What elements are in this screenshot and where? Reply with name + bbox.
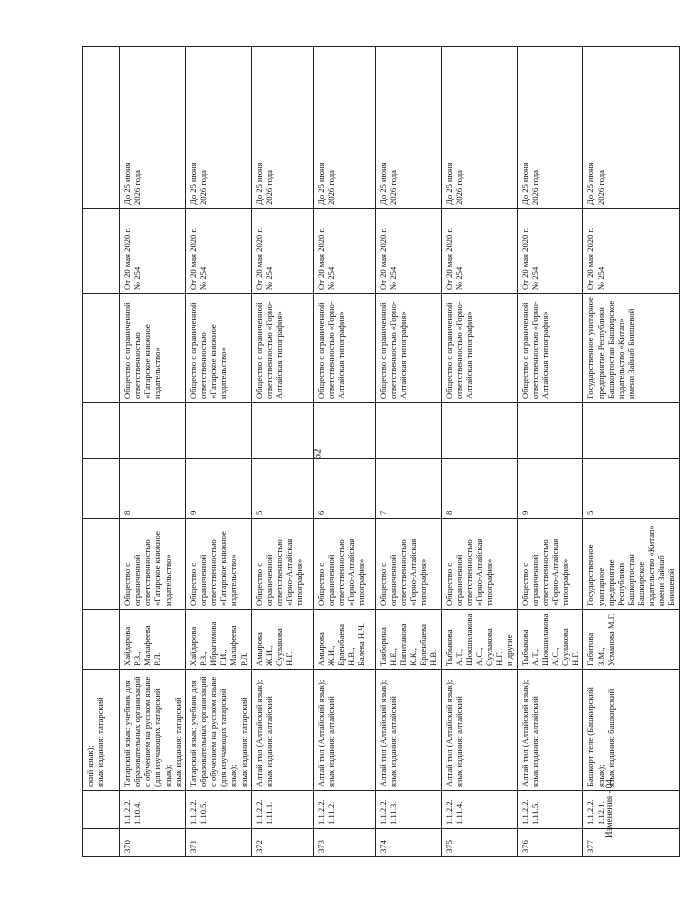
continuation-row (83, 47, 120, 857)
cell-num: 370 (120, 829, 186, 857)
cell-until: До 25 июня 2026 года (583, 47, 679, 209)
cell-order: От 20 мая 2020 г. № 254 (185, 209, 251, 294)
cell-code: 1.1.2.2. 1.11.1. (251, 791, 313, 829)
textbook-table (82, 46, 680, 857)
cell-code: 1.1.2.2. 1.11.5. (517, 791, 583, 829)
cell-title: Алтай тил (Алтайский язык); язык издания: алтайский (313, 670, 375, 791)
cell-num: 371 (185, 829, 251, 857)
cell-until: До 25 июня 2026 года (375, 47, 441, 209)
cell-org: Общество с ограниченной ответственностью «Гатарское книжное издательство» (185, 294, 251, 403)
cell-code: 1.1.2.2. 1.10.5. (185, 791, 251, 829)
cell-title: Алтай тил (Алтайский язык); язык издания: алтайский (251, 670, 313, 791)
table-row (120, 47, 186, 857)
cell-publisher: Общество с ограниченной ответственностью «Горно-Алтайская типография» (251, 519, 313, 610)
cell-class: 8 (441, 459, 517, 519)
cell-until: До 25 июня 2026 года (120, 47, 186, 209)
page-number: 62 (311, 448, 324, 460)
cell-order: От 20 мая 2020 г. № 254 (375, 209, 441, 294)
cell-org (83, 294, 120, 403)
cell-publisher: Общество с ограниченной ответственностью «Горно-Алтайская типография» (441, 519, 517, 610)
cell-order (83, 209, 120, 294)
cell-until: До 25 июня 2026 года (251, 47, 313, 209)
cell-num: 377 (583, 829, 679, 857)
cell-org: Общество с ограниченной ответственностью «Горно-Алтайская типография» (441, 294, 517, 403)
cell-title: Алтай тил (Алтайский язык); язык издания: алтайский (441, 670, 517, 791)
cell-org: Общество с ограниченной ответственностью «Горно-Алтайская типография» (375, 294, 441, 403)
cell-class: 9 (185, 459, 251, 519)
cell-until: До 25 июня 2026 года (517, 47, 583, 209)
cell-authors: Амырова Ж.И., Ерленбаева Н.В., Балева Н.Ч. (313, 610, 375, 670)
table-row (313, 47, 375, 857)
cell-order: От 20 мая 2020 г. № 254 (313, 209, 375, 294)
cell-org: Общество с ограниченной ответственностью «Горно-Алтайская типография» (251, 294, 313, 403)
cell-org: Государственное унитарное предприятие Республики Башкортостан Башкирское издательство «Китап» имени Зайнаб Биишевой (583, 294, 679, 403)
cell-extra (251, 403, 313, 459)
cell-class: 8 (120, 459, 186, 519)
cell-publisher: Общество с ограниченной ответственностью «Гатарское книжное издательство» (120, 519, 186, 610)
cell-until: До 25 июня 2026 года (185, 47, 251, 209)
cell-until: До 25 июня 2026 года (441, 47, 517, 209)
cell-num (83, 829, 120, 857)
table-row (251, 47, 313, 857)
table-row (441, 47, 517, 857)
cell-authors: Хайдарова Р.З., Малафеева Р.Л. (120, 610, 186, 670)
cell-authors: Хайдарова Р.З., Ибрагимова Г.И., Малафеева Р.Л. (185, 610, 251, 670)
cell-authors: Тыбыкова А.Т., Шокшилакова А.С., Суулакова Н.Г. (517, 610, 583, 670)
table-row (375, 47, 441, 857)
cell-extra (517, 403, 583, 459)
cell-class (83, 459, 120, 519)
cell-authors (83, 610, 120, 670)
cell-title: Алтай тил (Алтайский язык); язык издания: алтайский (517, 670, 583, 791)
cell-extra (375, 403, 441, 459)
cell-title: ский язык); язык издания: татарский (83, 670, 120, 791)
cell-class: 5 (583, 459, 679, 519)
cell-class: 5 (251, 459, 313, 519)
cell-extra (313, 403, 375, 459)
table-row (583, 47, 679, 857)
cell-authors: Амырова Ж.И., Суулакова Н.Г. (251, 610, 313, 670)
cell-extra (441, 403, 517, 459)
cell-class: 6 (313, 459, 375, 519)
cell-code: 1.1.2.2. 1.12.1. (583, 791, 679, 829)
cell-extra (120, 403, 186, 459)
cell-title: Башкорт теле (Башкирский язык); язык издания: башкирский (583, 670, 679, 791)
cell-order: От 20 мая 2020 г. № 254 (120, 209, 186, 294)
cell-publisher: Государственное унитарное предприятие Республики Башкортостан Башкирское издательство «Китап» имени Зайнаб Биишевой (583, 519, 679, 610)
rotated-table-wrapper (82, 47, 677, 857)
cell-num: 376 (517, 829, 583, 857)
cell-num: 375 (441, 829, 517, 857)
cell-class: 9 (517, 459, 583, 519)
footer-text: Изменения - 04 (604, 779, 614, 838)
cell-order: От 20 мая 2020 г. № 254 (441, 209, 517, 294)
cell-extra (83, 403, 120, 459)
cell-num: 374 (375, 829, 441, 857)
cell-until (83, 47, 120, 209)
cell-org: Общество с ограниченной ответственностью «Горно-Алтайская типография» (517, 294, 583, 403)
table-row (185, 47, 251, 857)
cell-title: Татарский язык: учебник для образовательных организаций с обучением на русском языке (для изучающих татарский язык); язык издания: татарский (185, 670, 251, 791)
cell-code: 1.1.2.2. 1.11.2. (313, 791, 375, 829)
cell-authors: Таяборина Н.Е., Папитакова К.К., Ерленбаева Н.В. (375, 610, 441, 670)
cell-org: Общество с ограниченной ответственностью «Горно-Алтайская типография» (313, 294, 375, 403)
cell-num: 373 (313, 829, 375, 857)
cell-class: 7 (375, 459, 441, 519)
cell-publisher: Общество с ограниченной ответственностью «Горно-Алтайская типография» (313, 519, 375, 610)
table-body (83, 47, 680, 857)
cell-code: 1.1.2.2. 1.11.4. (441, 791, 517, 829)
cell-order: От 20 мая 2020 г. № 254 (583, 209, 679, 294)
cell-order: От 20 мая 2020 г. № 254 (251, 209, 313, 294)
cell-order: От 20 мая 2020 г. № 254 (517, 209, 583, 294)
cell-extra (185, 403, 251, 459)
table-row (517, 47, 583, 857)
cell-num: 372 (251, 829, 313, 857)
cell-publisher (83, 519, 120, 610)
cell-code: 1.1.2.2. 1.10.4. (120, 791, 186, 829)
cell-authors: Габитова З.М., Усманова М.Г. (583, 610, 679, 670)
cell-publisher: Общество с ограниченной ответственностью «Горно-Алтайская типография» (517, 519, 583, 610)
cell-code (83, 791, 120, 829)
cell-extra (583, 403, 679, 459)
cell-publisher: Общество с ограниченной ответственностью «Гатарское книжное издательство» (185, 519, 251, 610)
cell-authors: Тыбыкова А.Т., Шокшилакова А.С., Суулакова Н.Г. и другие (441, 610, 517, 670)
cell-title: Алтай тил (Алтайский язык); язык издания: алтайский (375, 670, 441, 791)
cell-until: До 25 июня 2026 года (313, 47, 375, 209)
cell-title: Татарский язык: учебник для образовательных организаций с обучением на русском языке (для изучающих татарский язык); язык издания: татарский (120, 670, 186, 791)
cell-org: Общество с ограниченной ответственностью «Гатарское книжное издательство» (120, 294, 186, 403)
cell-publisher: Общество с ограниченной ответственностью «Горно-Алтайская типография» (375, 519, 441, 610)
cell-code: 1.1.2.2. 1.11.3. (375, 791, 441, 829)
